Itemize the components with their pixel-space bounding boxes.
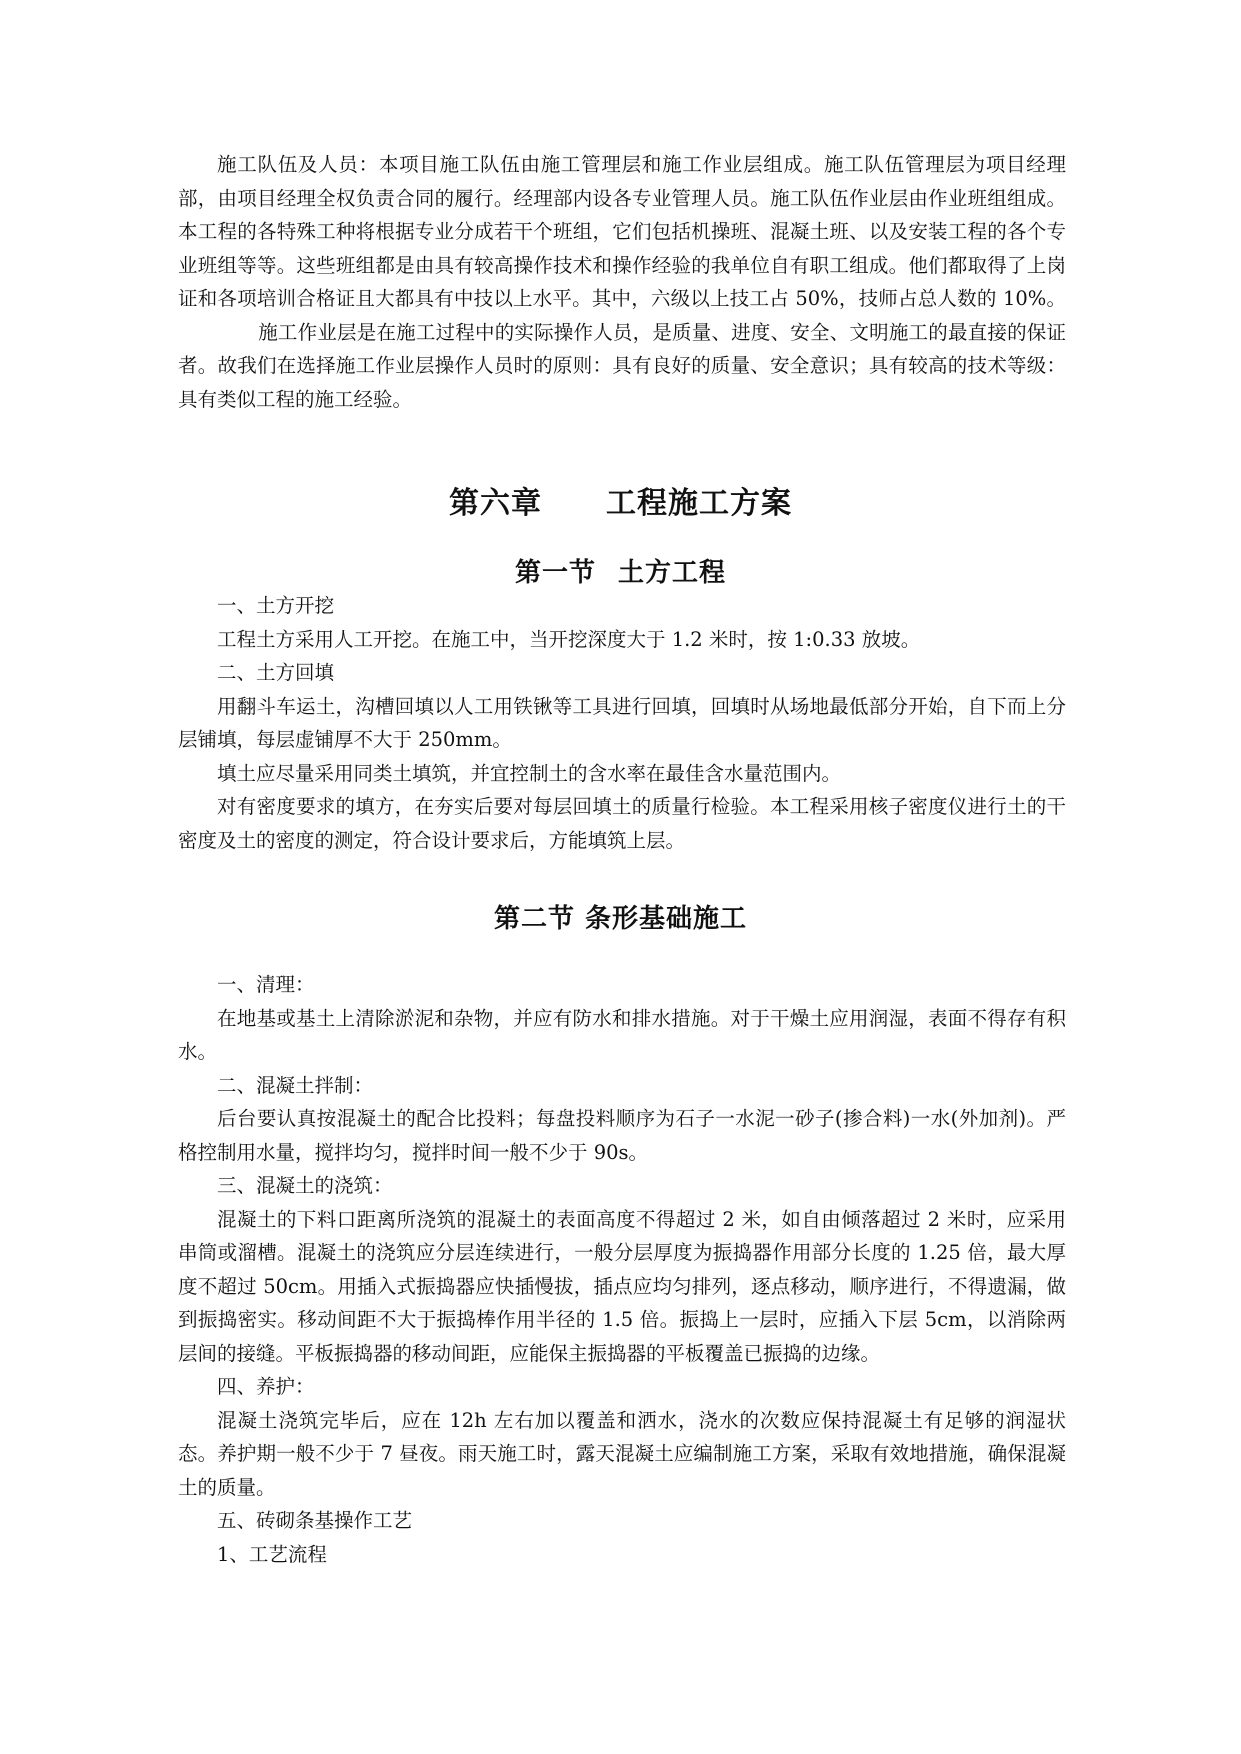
chapter-number: 第六章 [449, 486, 542, 521]
subheading: 一、清理： [217, 973, 315, 996]
intro-text-b: 施工作业层是在施工过程中的实际操作人员，是质量、进度、安全、文明施工的最直接的保证者。故我们在选择施工作业层操作人员时的原则：具有良好的质量、安全意识；具有较高的技术等级：具有类似工程的施工经验。 [178, 320, 1066, 411]
section1-number: 第一节 [514, 558, 596, 588]
paragraph: 混凝土的下料口距离所浇筑的混凝土的表面高度不得超过 2 米，如自由倾落超过 2 米时，应采用串筒或溜槽。混凝土的浇筑应分层连续进行，一般分层厚度为振捣器作用部分长度的 1.25 倍，最大厚度不超过 50cm。用插入式振捣器应快插慢拔，插点应均匀排列，逐点移动，顺序进行，不得遗漏，做到振捣密实。移动间距不大于振捣棒作用半径的 1.5 倍。振捣上一层时，应插入下层 5cm，以消除两层间的接缝。平板振捣器的移动间距，应能保主振捣器的平板覆盖已振捣的边缘。 [178, 1207, 1066, 1365]
section1-title: 土方工程 [618, 558, 727, 588]
paragraph: 后台要认真按混凝土的配合比投料；每盘投料顺序为石子一水泥一砂子(掺合料)一水(外加剂)。严格控制用水量，搅拌均匀，搅拌时间一般不少于 90s。 [178, 1107, 1066, 1164]
subheading: 四、养护： [217, 1375, 315, 1398]
section2-number: 第二节 [493, 904, 575, 934]
subheading: 一、土方开挖 [217, 594, 335, 617]
paragraph: 填土应尽量采用同类土填筑，并宜控制土的含水率在最佳含水量范围内。 [217, 761, 842, 785]
intro-paragraph [178, 148, 1066, 416]
chapter-heading [0, 478, 1241, 522]
section2-title: 条形基础施工 [585, 904, 748, 934]
chapter-title: 工程施工方案 [606, 486, 792, 521]
paragraph: 对有密度要求的填方，在夯实后要对每层回填土的质量行检验。本工程采用核子密度仪进行土的干密度及土的密度的测定，符合设计要求后，方能填筑上层。 [178, 795, 1066, 852]
subheading: 二、土方回填 [217, 661, 335, 684]
intro-text-a: 施工队伍及人员：本项目施工队伍由施工管理层和施工作业层组成。施工队伍管理层为项目经理部，由项目经理全权负责合同的履行。经理部内设各专业管理人员。施工队伍作业层由作业班组组成。本工程的各特殊工种将根据专业分成若干个班组，它们包括机操班、混凝土班、以及安装工程的各个专业班组等等。这些班组都是由具有较高操作技术和操作经验的我单位自有职工组成。他们都取得了上岗证和各项培训合格证且大都具有中技以上水平。其中，六级以上技工占 50%，技师占总人数的 10%。 [178, 153, 1066, 310]
subheading: 二、混凝土拌制： [217, 1073, 374, 1097]
paragraph: 用翻斗车运土，沟槽回填以人工用铁锹等工具进行回填，回填时从场地最低部分开始，自下而上分层铺填，每层虚铺厚不大于 250mm。 [178, 694, 1066, 751]
subheading: 五、砖砌条基操作工艺 [217, 1509, 413, 1532]
subheading: 三、混凝土的浇筑： [217, 1174, 393, 1197]
section-heading-1 [0, 552, 1241, 589]
paragraph: 在地基或基土上清除淤泥和杂物，并应有防水和排水措施。对于干燥土应用润湿，表面不得存有积水。 [178, 1006, 1066, 1063]
paragraph: 工程土方采用人工开挖。在施工中，当开挖深度大于 1.2 米时，按 1:0.33 放坡。 [217, 627, 921, 651]
section1-body [178, 589, 1066, 857]
section-heading-2 [0, 898, 1241, 935]
section2-body [178, 968, 1066, 1571]
subheading: 1、工艺流程 [217, 1542, 327, 1566]
paragraph: 混凝土浇筑完毕后，应在 12h 左右加以覆盖和洒水，浇水的次数应保持混凝土有足够的润湿状态。养护期一般不少于 7 昼夜。雨天施工时，露天混凝土应编制施工方案，采取有效地措施，确保混凝土的质量。 [178, 1408, 1066, 1499]
